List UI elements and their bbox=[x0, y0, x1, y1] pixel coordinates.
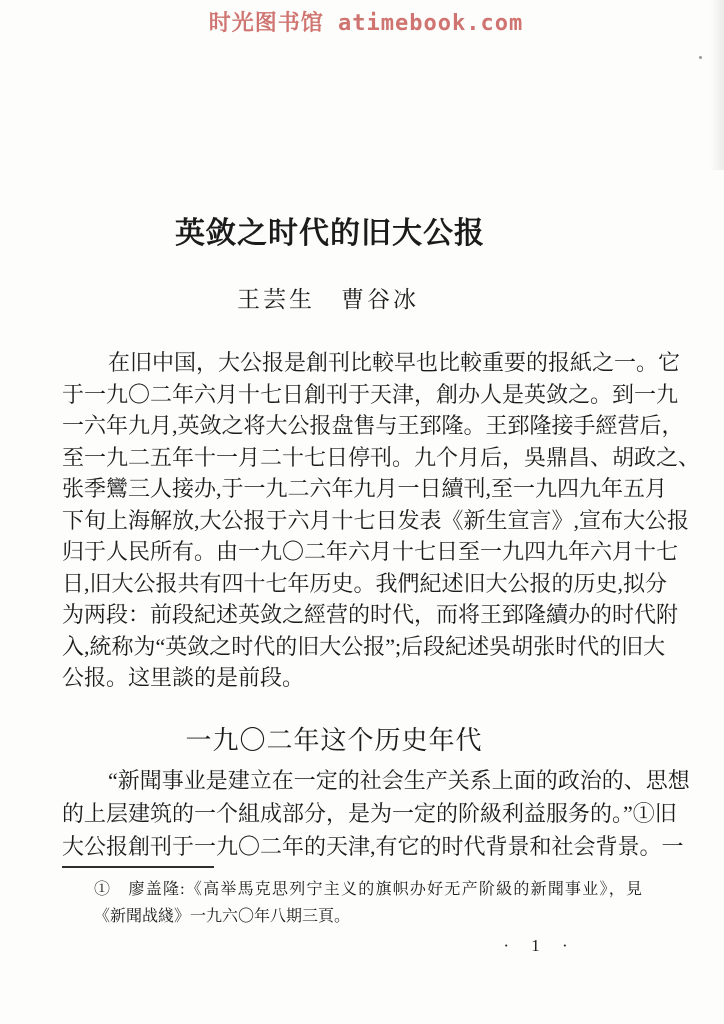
paragraph-line: 归于人民所有。由一九〇二年六月十七日至一九四九年六月十七 bbox=[62, 539, 679, 564]
paragraph-line: 张季鸞三人接办,于一九二六年九月一日續刊,至一九四九年五月 bbox=[62, 476, 668, 501]
paragraph-line: 于一九〇二年六月十七日創刊于天津，創办人是英敛之。到一九 bbox=[62, 381, 679, 407]
footnote-separator bbox=[62, 866, 214, 868]
paragraph-line: 在旧中国，大公报是創刊比較早也比較重要的报紙之一。它 bbox=[108, 350, 681, 375]
paragraph-line: 下旬上海解放,大公报于六月十七日发表《新生宣言》,宣布大公报 bbox=[62, 507, 690, 533]
page-number: · 1 · bbox=[503, 936, 577, 955]
scan-speck-artifact bbox=[699, 56, 702, 59]
paragraph-line: 的上层建筑的一个組成部分，是为一定的阶級利益服务的。”①旧 bbox=[62, 801, 677, 826]
footnote-line: 《新聞战綫》一九六〇年八期三頁。 bbox=[94, 908, 351, 925]
footnote-line: ① 廖盖隆:《高举馬克思列宁主义的旗帜办好无产阶級的新聞事业》，見 bbox=[94, 881, 642, 898]
section-heading: 一九〇二年这个历史年代 bbox=[185, 726, 483, 755]
footnote bbox=[94, 876, 642, 930]
paragraph-line: 入,統称为“英敛之时代的旧大公报”;后段紀述吳胡张时代的旧大 bbox=[62, 633, 666, 659]
paragraph-line: 一六年九月,英敛之将大公报盘售与王郅隆。王郅隆接手經营后， bbox=[62, 413, 684, 438]
paragraph-line: 为两段：前段紀述英敛之經营的时代，而将王郅隆續办的时代附 bbox=[62, 602, 679, 627]
article-authors: 王芸生 曹谷冰 bbox=[237, 287, 419, 312]
paragraph-2 bbox=[62, 764, 690, 863]
paragraph-line: “新聞事业是建立在一定的社会生产关系上面的政治的、思想 bbox=[108, 768, 690, 793]
paragraph-line: 公报。这里談的是前段。 bbox=[62, 665, 305, 690]
article-title: 英敛之时代的旧大公报 bbox=[175, 217, 485, 250]
paragraph-1 bbox=[62, 347, 701, 694]
paragraph-line: 至一九二五年十一月二十七日停刊。九个月后，吳鼎昌、胡政之、 bbox=[62, 444, 701, 470]
watermark-text: 时光图书馆 atimebook.com bbox=[208, 11, 524, 36]
paragraph-line: 日,旧大公报共有四十七年历史。我們紀述旧大公报的历史,拟分 bbox=[62, 570, 668, 596]
paragraph-line: 大公报創刊于一九〇二年的天津,有它的时代背景和社会背景。一 bbox=[62, 834, 684, 859]
scan-edge-artifact bbox=[710, 0, 724, 170]
